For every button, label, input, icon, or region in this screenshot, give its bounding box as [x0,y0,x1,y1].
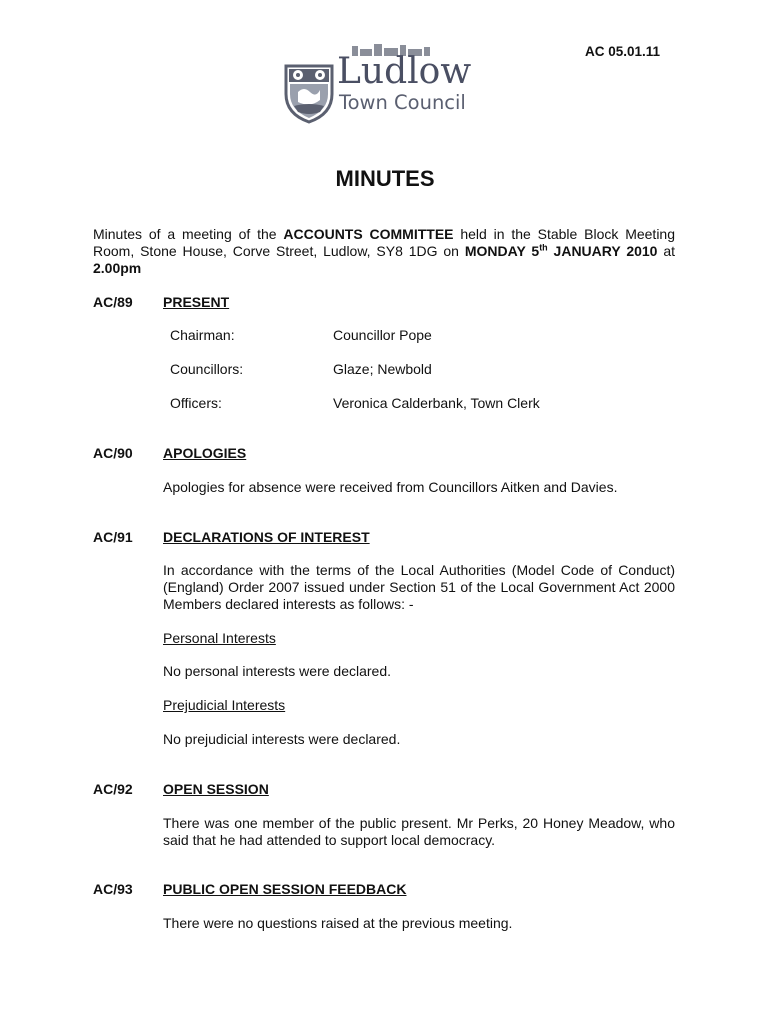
present-row-label: Councillors: [170,361,244,377]
feedback-text: There were no questions raised at the previous meeting. [163,915,513,931]
present-row-label: Chairman: [170,327,235,343]
prejudicial-interests-text: No prejudicial interests were declared. [163,731,401,747]
personal-interests-text: No personal interests were declared. [163,663,392,679]
logo-name-ludlow: Ludlow [337,51,472,92]
present-row-value: Veronica Calderbank, Town Clerk [333,395,540,411]
logo-name-town-council: Town Council [339,91,466,114]
present-row-value: Glaze; Newbold [333,361,432,377]
section-number-ac91: AC/91 [93,529,133,545]
section-heading-feedback: PUBLIC OPEN SESSION FEEDBACK [163,881,407,897]
section-heading-open-session: OPEN SESSION [163,781,269,797]
present-row-value: Councillor Pope [333,327,432,343]
page-title: MINUTES [335,166,435,191]
section-number-ac90: AC/90 [93,445,133,461]
section-heading-present: PRESENT [163,294,230,310]
declarations-text: In accordance with the terms of the Local Authorities (Model Code of Conduct) (England) Order 2007 issued under Section 51 of the Local Government Act 2000 Members declared interests as follows: - [163,562,675,612]
prejudicial-interests-heading: Prejudicial Interests [163,697,286,713]
section-heading-declarations: DECLARATIONS OF INTEREST [163,529,370,545]
section-number-ac92: AC/92 [93,781,133,797]
section-number-ac93: AC/93 [93,881,133,897]
document-reference: AC 05.01.11 [585,44,661,59]
apologies-text: Apologies for absence were received from Councillors Aitken and Davies. [163,479,618,495]
intro-paragraph: Minutes of a meeting of the ACCOUNTS COMMITTEE held in the Stable Block Meeting Room, Stone House, Corve Street, Ludlow, SY8 1DG on MONDAY 5th JANUARY 2010 at 2.00pm [93,226,676,276]
council-logo [280,44,495,124]
section-number-ac89: AC/89 [93,294,133,310]
open-session-text: There was one member of the public present. Mr Perks, 20 Honey Meadow, who said that he had attended to support local democracy. [163,815,675,848]
personal-interests-heading: Personal Interests [163,630,276,646]
present-row-label: Officers: [170,395,222,411]
section-heading-apologies: APOLOGIES [163,445,247,461]
